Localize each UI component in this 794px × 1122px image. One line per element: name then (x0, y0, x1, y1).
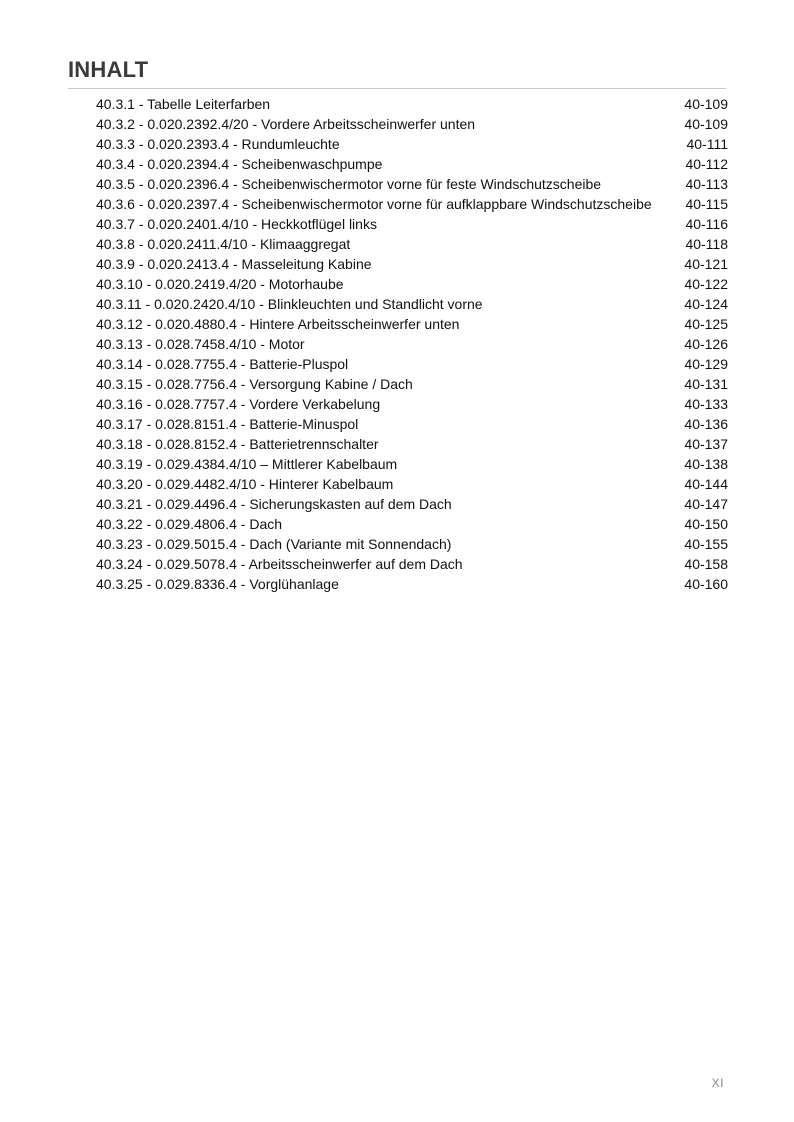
toc-entry-page: 40-111 (686, 136, 728, 152)
toc-entry[interactable] (96, 394, 728, 414)
toc-entry[interactable] (96, 134, 728, 154)
toc-entry-page: 40-137 (684, 436, 728, 452)
toc-entry-page: 40-121 (684, 256, 728, 272)
toc-entry-page: 40-122 (684, 276, 728, 292)
toc-entry-page: 40-147 (684, 496, 728, 512)
toc-entry-page: 40-113 (685, 176, 728, 192)
toc-entry-page: 40-133 (684, 396, 728, 412)
toc-entry[interactable] (96, 314, 728, 334)
toc-entry-title: 40.3.2 - 0.020.2392.4/20 - Vordere Arbeitsscheinwerfer unten (96, 116, 476, 132)
toc-entry-page: 40-109 (684, 96, 728, 112)
toc-entry-page: 40-109 (684, 116, 728, 132)
toc-entry-title: 40.3.15 - 0.028.7756.4 - Versorgung Kabine / Dach (96, 376, 413, 392)
toc-entry-page: 40-118 (685, 236, 728, 252)
page-number: XI (711, 1076, 724, 1090)
toc-entry-title: 40.3.4 - 0.020.2394.4 - Scheibenwaschpumpe (96, 156, 383, 172)
heading-divider (68, 88, 726, 89)
toc-entry[interactable] (96, 254, 728, 274)
toc-entry-title: 40.3.14 - 0.028.7755.4 - Batterie-Pluspol (96, 356, 349, 372)
toc-entry-page: 40-160 (684, 576, 728, 592)
toc-entry-title: 40.3.25 - 0.029.8336.4 - Vorglühanlage (96, 576, 339, 592)
toc-entry-title: 40.3.21 - 0.029.4496.4 - Sicherungskasten auf dem Dach (96, 496, 452, 512)
toc-entry-page: 40-125 (684, 316, 728, 332)
toc-entry-page: 40-116 (685, 216, 728, 232)
toc-entry-title: 40.3.3 - 0.020.2393.4 - Rundumleuchte (96, 136, 340, 152)
toc-entry-page: 40-112 (685, 156, 728, 172)
toc-entry-page: 40-129 (684, 356, 728, 372)
toc-entry-title: 40.3.18 - 0.028.8152.4 - Batterietrennschalter (96, 436, 379, 452)
toc-entry[interactable] (96, 294, 728, 314)
toc-entry[interactable] (96, 194, 728, 214)
toc-entry[interactable] (96, 414, 728, 434)
toc-entry-page: 40-115 (685, 196, 728, 212)
toc-entry[interactable] (96, 494, 728, 514)
toc-entry[interactable] (96, 514, 728, 534)
toc-entry[interactable] (96, 534, 728, 554)
toc-entry-title: 40.3.16 - 0.028.7757.4 - Vordere Verkabelung (96, 396, 381, 412)
toc-entry-title: 40.3.9 - 0.020.2413.4 - Masseleitung Kabine (96, 256, 372, 272)
toc-entry-title: 40.3.1 - Tabelle Leiterfarben (96, 96, 271, 112)
toc-entry-title: 40.3.24 - 0.029.5078.4 - Arbeitsscheinwerfer auf dem Dach (96, 556, 463, 572)
toc-entry-page: 40-138 (684, 456, 728, 472)
table-of-contents (96, 94, 728, 594)
toc-entry[interactable] (96, 554, 728, 574)
toc-entry[interactable] (96, 374, 728, 394)
page-heading: INHALT (68, 57, 149, 82)
toc-entry[interactable] (96, 434, 728, 454)
toc-entry-title: 40.3.19 - 0.029.4384.4/10 – Mittlerer Kabelbaum (96, 456, 398, 472)
toc-entry-title: 40.3.20 - 0.029.4482.4/10 - Hinterer Kabelbaum (96, 476, 394, 492)
toc-entry-title: 40.3.7 - 0.020.2401.4/10 - Heckkotflügel links (96, 216, 377, 232)
toc-entry-title: 40.3.5 - 0.020.2396.4 - Scheibenwischermotor vorne für feste Windschutzscheibe (96, 176, 602, 192)
toc-entry[interactable] (96, 274, 728, 294)
toc-entry-page: 40-155 (684, 536, 728, 552)
toc-entry-page: 40-150 (684, 516, 728, 532)
toc-entry[interactable] (96, 174, 728, 194)
toc-entry-page: 40-144 (684, 476, 728, 492)
toc-entry[interactable] (96, 354, 728, 374)
toc-entry-page: 40-131 (684, 376, 728, 392)
toc-entry[interactable] (96, 114, 728, 134)
toc-entry-title: 40.3.10 - 0.020.2419.4/20 - Motorhaube (96, 276, 344, 292)
toc-entry[interactable] (96, 94, 728, 114)
toc-entry-title: 40.3.13 - 0.028.7458.4/10 - Motor (96, 336, 305, 352)
toc-entry[interactable] (96, 234, 728, 254)
toc-entry[interactable] (96, 574, 728, 594)
toc-entry[interactable] (96, 214, 728, 234)
toc-entry-title: 40.3.8 - 0.020.2411.4/10 - Klimaaggregat (96, 236, 351, 252)
toc-entry-title: 40.3.11 - 0.020.2420.4/10 - Blinkleuchten und Standlicht vorne (96, 296, 483, 312)
toc-entry-page: 40-124 (684, 296, 728, 312)
toc-entry-title: 40.3.23 - 0.029.5015.4 - Dach (Variante mit Sonnendach) (96, 536, 452, 552)
toc-entry[interactable] (96, 474, 728, 494)
toc-entry-page: 40-158 (684, 556, 728, 572)
toc-entry[interactable] (96, 454, 728, 474)
toc-entry[interactable] (96, 334, 728, 354)
toc-entry-title: 40.3.22 - 0.029.4806.4 - Dach (96, 516, 283, 532)
toc-entry[interactable] (96, 154, 728, 174)
toc-entry-title: 40.3.17 - 0.028.8151.4 - Batterie-Minuspol (96, 416, 359, 432)
toc-entry-title: 40.3.12 - 0.020.4880.4 - Hintere Arbeitsscheinwerfer unten (96, 316, 460, 332)
toc-entry-page: 40-136 (684, 416, 728, 432)
toc-entry-page: 40-126 (684, 336, 728, 352)
toc-entry-title: 40.3.6 - 0.020.2397.4 - Scheibenwischermotor vorne für aufklappbare Windschutzscheibe (96, 196, 652, 212)
